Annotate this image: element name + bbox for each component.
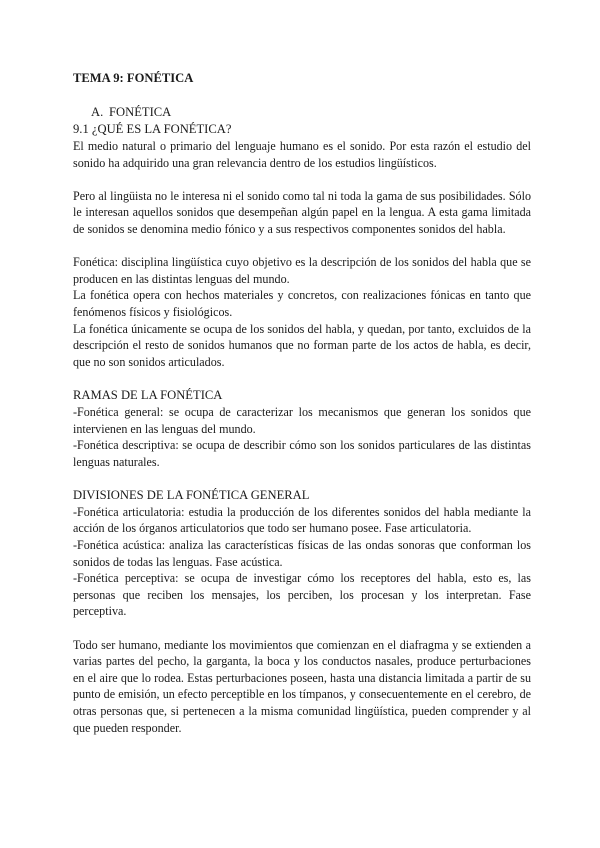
spacer — [73, 470, 531, 487]
divisiones-title: DIVISIONES DE LA FONÉTICA GENERAL — [73, 487, 310, 502]
intro-paragraph: El medio natural o primario del lenguaje humano es el sonido. Por esta razón el estudio del sonido ha adquirido una gran relevancia dentro de los estudios lingüísticos. — [73, 139, 531, 170]
divisiones-item-perceptiva: -Fonética perceptiva: se ocupa de investigar cómo los receptores del habla, esto es, las personas que reciben los mensajes, los perciben, los procesan y los interpretan. Fase perceptiva. — [73, 571, 531, 619]
closing-paragraph: Todo ser humano, mediante los movimientos que comienzan en el diafragma y se extienden a varias partes del pecho, la garganta, la boca y los conductos nasales, produce perturbaciones en el aire que lo rodea. Estas perturbaciones poseen, hasta una distancia limitada a partir de su punto de emisión, un efecto perceptible en los tímpanos, y consecuentemente en el cerebro, de otras personas que, si pertenecen a la misma comunidad lingüística, pueden comprender y al que pueden responder. — [73, 637, 531, 735]
spacer — [73, 238, 531, 255]
question-heading: 9.1 ¿QUÉ ES LA FONÉTICA? — [73, 122, 232, 136]
section-a-heading — [91, 104, 531, 121]
ramas-item-descriptiva: -Fonética descriptiva: se ocupa de describir cómo son los sonidos particulares de las distintas lenguas naturales. — [73, 438, 531, 469]
section-a-label: FONÉTICA — [109, 105, 172, 119]
spacer — [73, 171, 531, 188]
ramas-item-general: -Fonética general: se ocupa de caracterizar los mecanismos que generan los sonidos que intervienen en las lenguas del mundo. — [73, 404, 531, 436]
scope-paragraph: La fonética únicamente se ocupa de los sonidos del habla, y quedan, por tanto, excluidos de la descripción el resto de sonidos humanos que no forman parte de los actos de habla, es decir, que no son sonidos articulados. — [73, 321, 531, 369]
document-page — [73, 70, 531, 736]
definition-paragraph: Fonética: disciplina lingüística cuyo objetivo es la descripción de los sonidos del habla que se producen en las distintas lenguas del mundo. — [73, 255, 531, 286]
document-title: TEMA 9: FONÉTICA — [73, 71, 194, 85]
section-a-letter: A. — [91, 105, 104, 119]
spacer — [73, 370, 531, 387]
spacer — [73, 620, 531, 637]
linguist-paragraph: Pero al lingüista no le interesa ni el sonido como tal ni toda la gama de sus posibilidades. Sólo le interesan aquellos sonidos que desempeñan algún papel en la lengua. A esta gama limitada de sonidos se denomina medio fónico y a sus respectivos componentes sonidos del habla. — [73, 188, 531, 236]
divisiones-item-articulatoria: -Fonética articulatoria: estudia la producción de los diferentes sonidos del habla mediante la acción de los órganos articulatorios que todo ser humano posee. Fase articulatoria. — [73, 504, 531, 536]
material-paragraph: La fonética opera con hechos materiales y concretos, con realizaciones fónicas en tanto que fenómenos físicos y fisiológicos. — [73, 288, 531, 319]
ramas-title: RAMAS DE LA FONÉTICA — [73, 387, 223, 402]
divisiones-item-acustica: -Fonética acústica: analiza las características físicas de las ondas sonoras que conforman los sonidos de todas las lenguas. Fase acústica. — [73, 538, 531, 569]
